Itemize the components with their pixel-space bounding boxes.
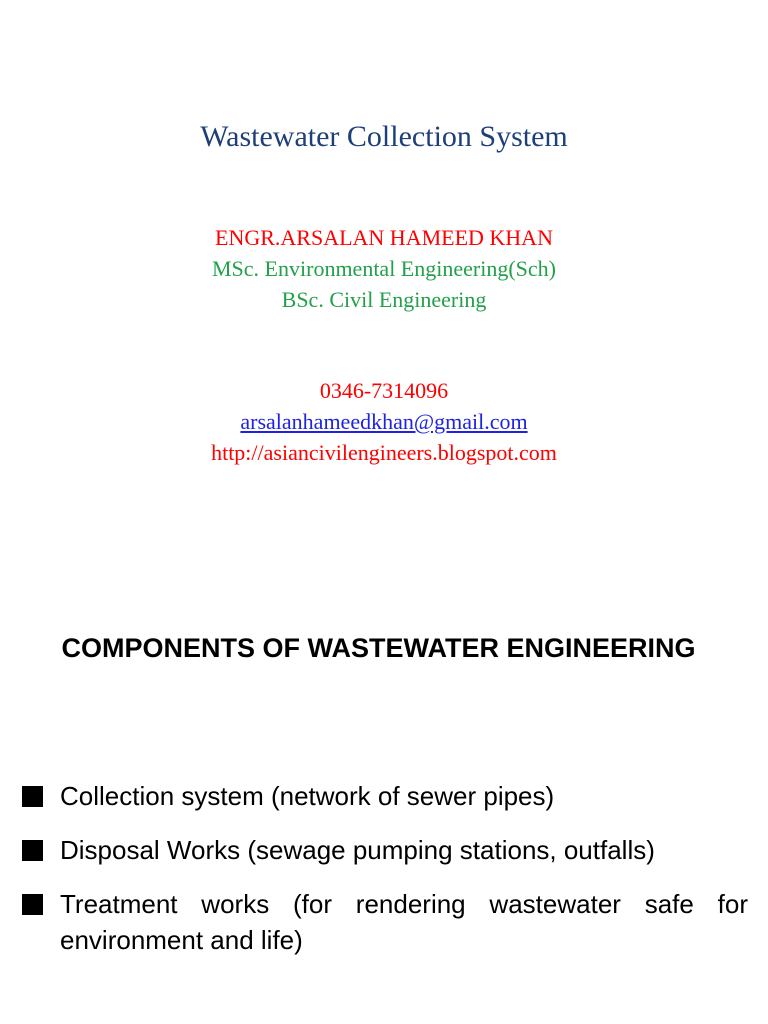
components-list bbox=[22, 778, 748, 976]
contact-website: http://asiancivilengineers.blogspot.com bbox=[211, 440, 557, 465]
contact-phone: 0346-7314096 bbox=[319, 378, 449, 403]
list-item-text: Collection system (network of sewer pipes) bbox=[60, 781, 555, 811]
author-block bbox=[0, 222, 768, 315]
square-bullet-icon bbox=[22, 840, 43, 861]
author-degree-bsc: BSc. Civil Engineering bbox=[281, 287, 487, 312]
author-name: ENGR.ARSALAN HAMEED KHAN bbox=[215, 225, 553, 250]
author-degree-msc: MSc. Environmental Engineering(Sch) bbox=[212, 256, 556, 281]
square-bullet-icon bbox=[22, 894, 43, 915]
list-item bbox=[22, 886, 748, 958]
list-item bbox=[22, 832, 748, 868]
square-bullet-icon bbox=[22, 786, 43, 807]
list-item bbox=[22, 778, 748, 814]
contact-block bbox=[0, 375, 768, 468]
list-item-text: Disposal Works (sewage pumping stations, outfalls) bbox=[60, 835, 655, 865]
document-title: Wastewater Collection System bbox=[200, 120, 568, 153]
contact-email-link[interactable]: arsalanhameedkhan@gmail.com bbox=[240, 409, 528, 434]
list-item-text: Treatment works (for rendering wastewater safe for environment and life) bbox=[60, 889, 748, 955]
section-heading: COMPONENTS OF WASTEWATER ENGINEERING bbox=[61, 633, 696, 663]
